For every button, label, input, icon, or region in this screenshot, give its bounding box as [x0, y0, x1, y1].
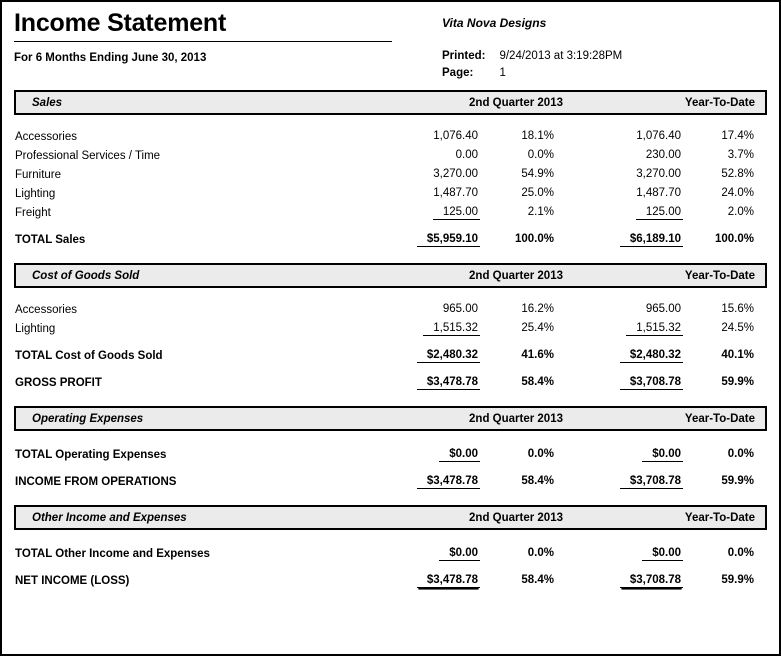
spacer	[15, 287, 766, 300]
row-label: Accessories	[15, 130, 77, 143]
row-label: TOTAL Other Income and Expenses	[15, 547, 210, 560]
section-col-ytd	[563, 264, 766, 287]
row-amount-quarter: $3,478.78	[399, 464, 485, 491]
row-percent-quarter: 16.2%	[521, 303, 554, 315]
row-amount-ytd: $3,708.78	[563, 563, 688, 590]
column-header-quarter: 2nd Quarter 2013	[469, 511, 563, 524]
section-col-quarter	[399, 91, 563, 114]
row-label: Accessories	[15, 303, 77, 316]
section-title-cell	[15, 407, 399, 430]
meta-row-page	[442, 67, 622, 84]
row-amount-ytd: $6,189.10	[563, 222, 688, 249]
row-amount-quarter: 965.00	[442, 303, 478, 315]
row-amount-ytd: 1,076.40	[636, 130, 681, 142]
row-amount-ytd: $0.00	[563, 544, 688, 563]
row-amount-ytd: 1,515.32	[563, 319, 688, 338]
spacer	[15, 392, 766, 407]
report-period: For 6 Months Ending June 30, 2013	[14, 52, 207, 64]
row-amount-quarter: 1,076.40	[433, 130, 478, 142]
row-percent-ytd: 0.0%	[727, 547, 754, 559]
row-amount-quarter: $0.00	[399, 445, 485, 464]
spacer	[15, 529, 766, 544]
row-amount-quarter: 1,515.32	[399, 319, 485, 338]
row-amount-quarter: $3,478.78	[399, 365, 485, 392]
row-percent-quarter: 0.0%	[527, 547, 554, 559]
table-row-total	[15, 464, 766, 491]
printed-label: Printed:	[442, 50, 486, 62]
row-percent-quarter: 54.9%	[521, 168, 554, 180]
section-header-sales	[15, 91, 766, 114]
income-statement-table	[14, 90, 767, 590]
row-amount-ytd: 125.00	[563, 203, 688, 222]
company-block	[442, 16, 622, 84]
row-label: NET INCOME (LOSS)	[15, 574, 130, 587]
column-header-ytd: Year-To-Date	[684, 412, 755, 425]
column-header-quarter: 2nd Quarter 2013	[469, 96, 563, 109]
row-label: Furniture	[15, 168, 62, 181]
row-percent-ytd: 100.0%	[714, 233, 754, 245]
row-amount-ytd: $0.00	[563, 445, 688, 464]
row-label: TOTAL Sales	[15, 233, 86, 246]
row-amount-ytd: 1,487.70	[636, 187, 681, 199]
table-row	[15, 165, 766, 184]
section-header-operating-expenses	[15, 407, 766, 430]
row-percent-quarter: 2.1%	[527, 206, 554, 218]
row-percent-quarter: 0.0%	[527, 149, 554, 161]
section-title-cell	[15, 506, 399, 529]
row-label: GROSS PROFIT	[15, 376, 102, 389]
row-label: Professional Services / Time	[15, 149, 161, 162]
section-col-quarter	[399, 407, 563, 430]
row-percent-ytd: 15.6%	[721, 303, 754, 315]
table-row-total	[15, 544, 766, 563]
row-amount-ytd: $2,480.32	[563, 338, 688, 365]
row-amount-quarter: 3,270.00	[433, 168, 478, 180]
row-percent-quarter: 100.0%	[514, 233, 554, 245]
column-header-ytd: Year-To-Date	[684, 511, 755, 524]
row-amount-quarter: $3,478.78	[399, 563, 485, 590]
page-value: 1	[499, 67, 506, 79]
row-percent-ytd: 0.0%	[727, 448, 754, 460]
section-title: Other Income and Expenses	[32, 511, 187, 524]
row-amount-quarter: $5,959.10	[399, 222, 485, 249]
table-row-total	[15, 445, 766, 464]
row-label: INCOME FROM OPERATIONS	[15, 475, 177, 488]
row-percent-ytd: 2.0%	[727, 206, 754, 218]
report-meta	[442, 50, 622, 84]
row-percent-ytd: 3.7%	[727, 149, 754, 161]
row-percent-quarter: 41.6%	[521, 349, 554, 361]
section-title-cell	[15, 91, 399, 114]
row-percent-ytd: 59.9%	[721, 475, 754, 487]
row-amount-ytd: 3,270.00	[636, 168, 681, 180]
section-col-quarter	[399, 506, 563, 529]
printed-value: 9/24/2013 at 3:19:28PM	[499, 50, 623, 62]
page-title: Income Statement	[14, 9, 227, 37]
row-percent-quarter: 25.4%	[521, 322, 554, 334]
table-row	[15, 203, 766, 222]
row-percent-ytd: 24.5%	[721, 322, 754, 334]
row-label: TOTAL Cost of Goods Sold	[15, 349, 163, 362]
row-amount-ytd: $3,708.78	[563, 464, 688, 491]
row-amount-quarter: $0.00	[399, 544, 485, 563]
meta-row-printed	[442, 50, 622, 67]
table-row	[15, 146, 766, 165]
row-percent-ytd: 24.0%	[721, 187, 754, 199]
spacer	[15, 114, 766, 127]
row-amount-quarter: 1,487.70	[433, 187, 478, 199]
table-row-total	[15, 365, 766, 392]
column-header-quarter: 2nd Quarter 2013	[469, 412, 563, 425]
section-col-ytd	[563, 506, 766, 529]
row-percent-quarter: 0.0%	[527, 448, 554, 460]
section-header-cogs	[15, 264, 766, 287]
row-amount-quarter: 125.00	[399, 203, 485, 222]
report-header	[2, 2, 779, 90]
section-title: Cost of Goods Sold	[32, 269, 140, 282]
spacer	[15, 491, 766, 506]
row-percent-quarter: 58.4%	[521, 475, 554, 487]
page-label: Page:	[442, 67, 474, 79]
row-percent-quarter: 58.4%	[521, 376, 554, 388]
row-amount-quarter: 0.00	[455, 149, 478, 161]
title-underline	[14, 41, 392, 42]
section-title: Operating Expenses	[32, 412, 144, 425]
spacer	[15, 249, 766, 264]
row-percent-quarter: 25.0%	[521, 187, 554, 199]
table-row	[15, 184, 766, 203]
row-percent-ytd: 17.4%	[721, 130, 754, 142]
section-col-ytd	[563, 407, 766, 430]
column-header-quarter: 2nd Quarter 2013	[469, 269, 563, 282]
row-percent-quarter: 18.1%	[521, 130, 554, 142]
row-percent-ytd: 59.9%	[721, 376, 754, 388]
title-block	[14, 8, 394, 64]
row-label: Freight	[15, 206, 51, 219]
column-header-ytd: Year-To-Date	[684, 269, 755, 282]
row-amount-ytd: 965.00	[645, 303, 681, 315]
table-row-total	[15, 222, 766, 249]
section-col-quarter	[399, 264, 563, 287]
section-col-ytd	[563, 91, 766, 114]
table-row	[15, 300, 766, 319]
row-percent-ytd: 40.1%	[721, 349, 754, 361]
row-percent-ytd: 59.9%	[721, 574, 754, 586]
column-header-ytd: Year-To-Date	[684, 96, 755, 109]
section-title-cell	[15, 264, 399, 287]
row-label: Lighting	[15, 187, 56, 200]
table-row-total	[15, 338, 766, 365]
table-row	[15, 319, 766, 338]
row-percent-quarter: 58.4%	[521, 574, 554, 586]
section-header-other-income	[15, 506, 766, 529]
row-label: TOTAL Operating Expenses	[15, 448, 167, 461]
row-percent-ytd: 52.8%	[721, 168, 754, 180]
row-amount-quarter: $2,480.32	[399, 338, 485, 365]
row-amount-ytd: $3,708.78	[563, 365, 688, 392]
company-name: Vita Nova Designs	[442, 16, 547, 30]
row-label: Lighting	[15, 322, 56, 335]
table-row	[15, 127, 766, 146]
spacer	[15, 430, 766, 445]
table-row-net-income	[15, 563, 766, 590]
row-amount-ytd: 230.00	[645, 149, 681, 161]
section-title: Sales	[32, 96, 63, 109]
